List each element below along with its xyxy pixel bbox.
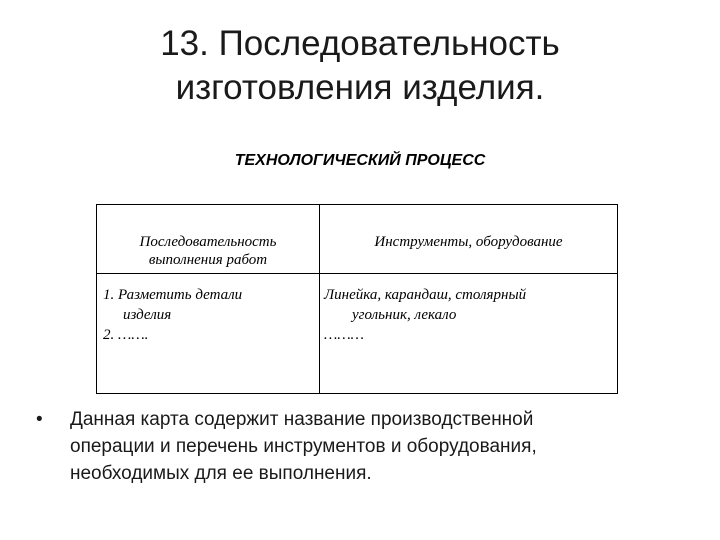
technology-card-table (96, 204, 618, 394)
table-cell-steps (103, 285, 315, 345)
bullet-text-line-1: Данная карта содержит название производственной (70, 409, 534, 430)
table-row-divider (97, 273, 617, 274)
table-header-sequence-line-2: выполнения работ (148, 252, 268, 268)
table-header-sequence (97, 233, 319, 269)
step-1-line-1: 1. Разметить детали (103, 287, 243, 303)
process-heading: ТЕХНОЛОГИЧЕСКИЙ ПРОЦЕСС (234, 152, 486, 169)
step-1-line-2: изделия (123, 307, 172, 323)
tools-line-2: угольник, лекало (352, 307, 457, 323)
slide-title (60, 22, 660, 110)
bullet-text-line-2: операции и перечень инструментов и оборудования, (70, 436, 537, 457)
slide-title-line-1: 13. Последовательность (160, 24, 560, 63)
bullet-text-line-3: необходимых для ее выполнения. (70, 463, 372, 484)
bullet-text (70, 406, 690, 487)
table-cell-tools (324, 285, 614, 345)
step-2: 2. ……. (103, 327, 149, 343)
tools-line-1: Линейка, карандаш, столярный (324, 287, 527, 303)
table-header-sequence-line-1: Последовательность (139, 234, 277, 250)
tools-line-3: ……… (324, 327, 365, 343)
bullet-marker: • (36, 409, 43, 430)
table-header-tools: Инструменты, оборудование (374, 234, 563, 250)
slide-title-line-2: изготовления изделия. (175, 68, 545, 107)
